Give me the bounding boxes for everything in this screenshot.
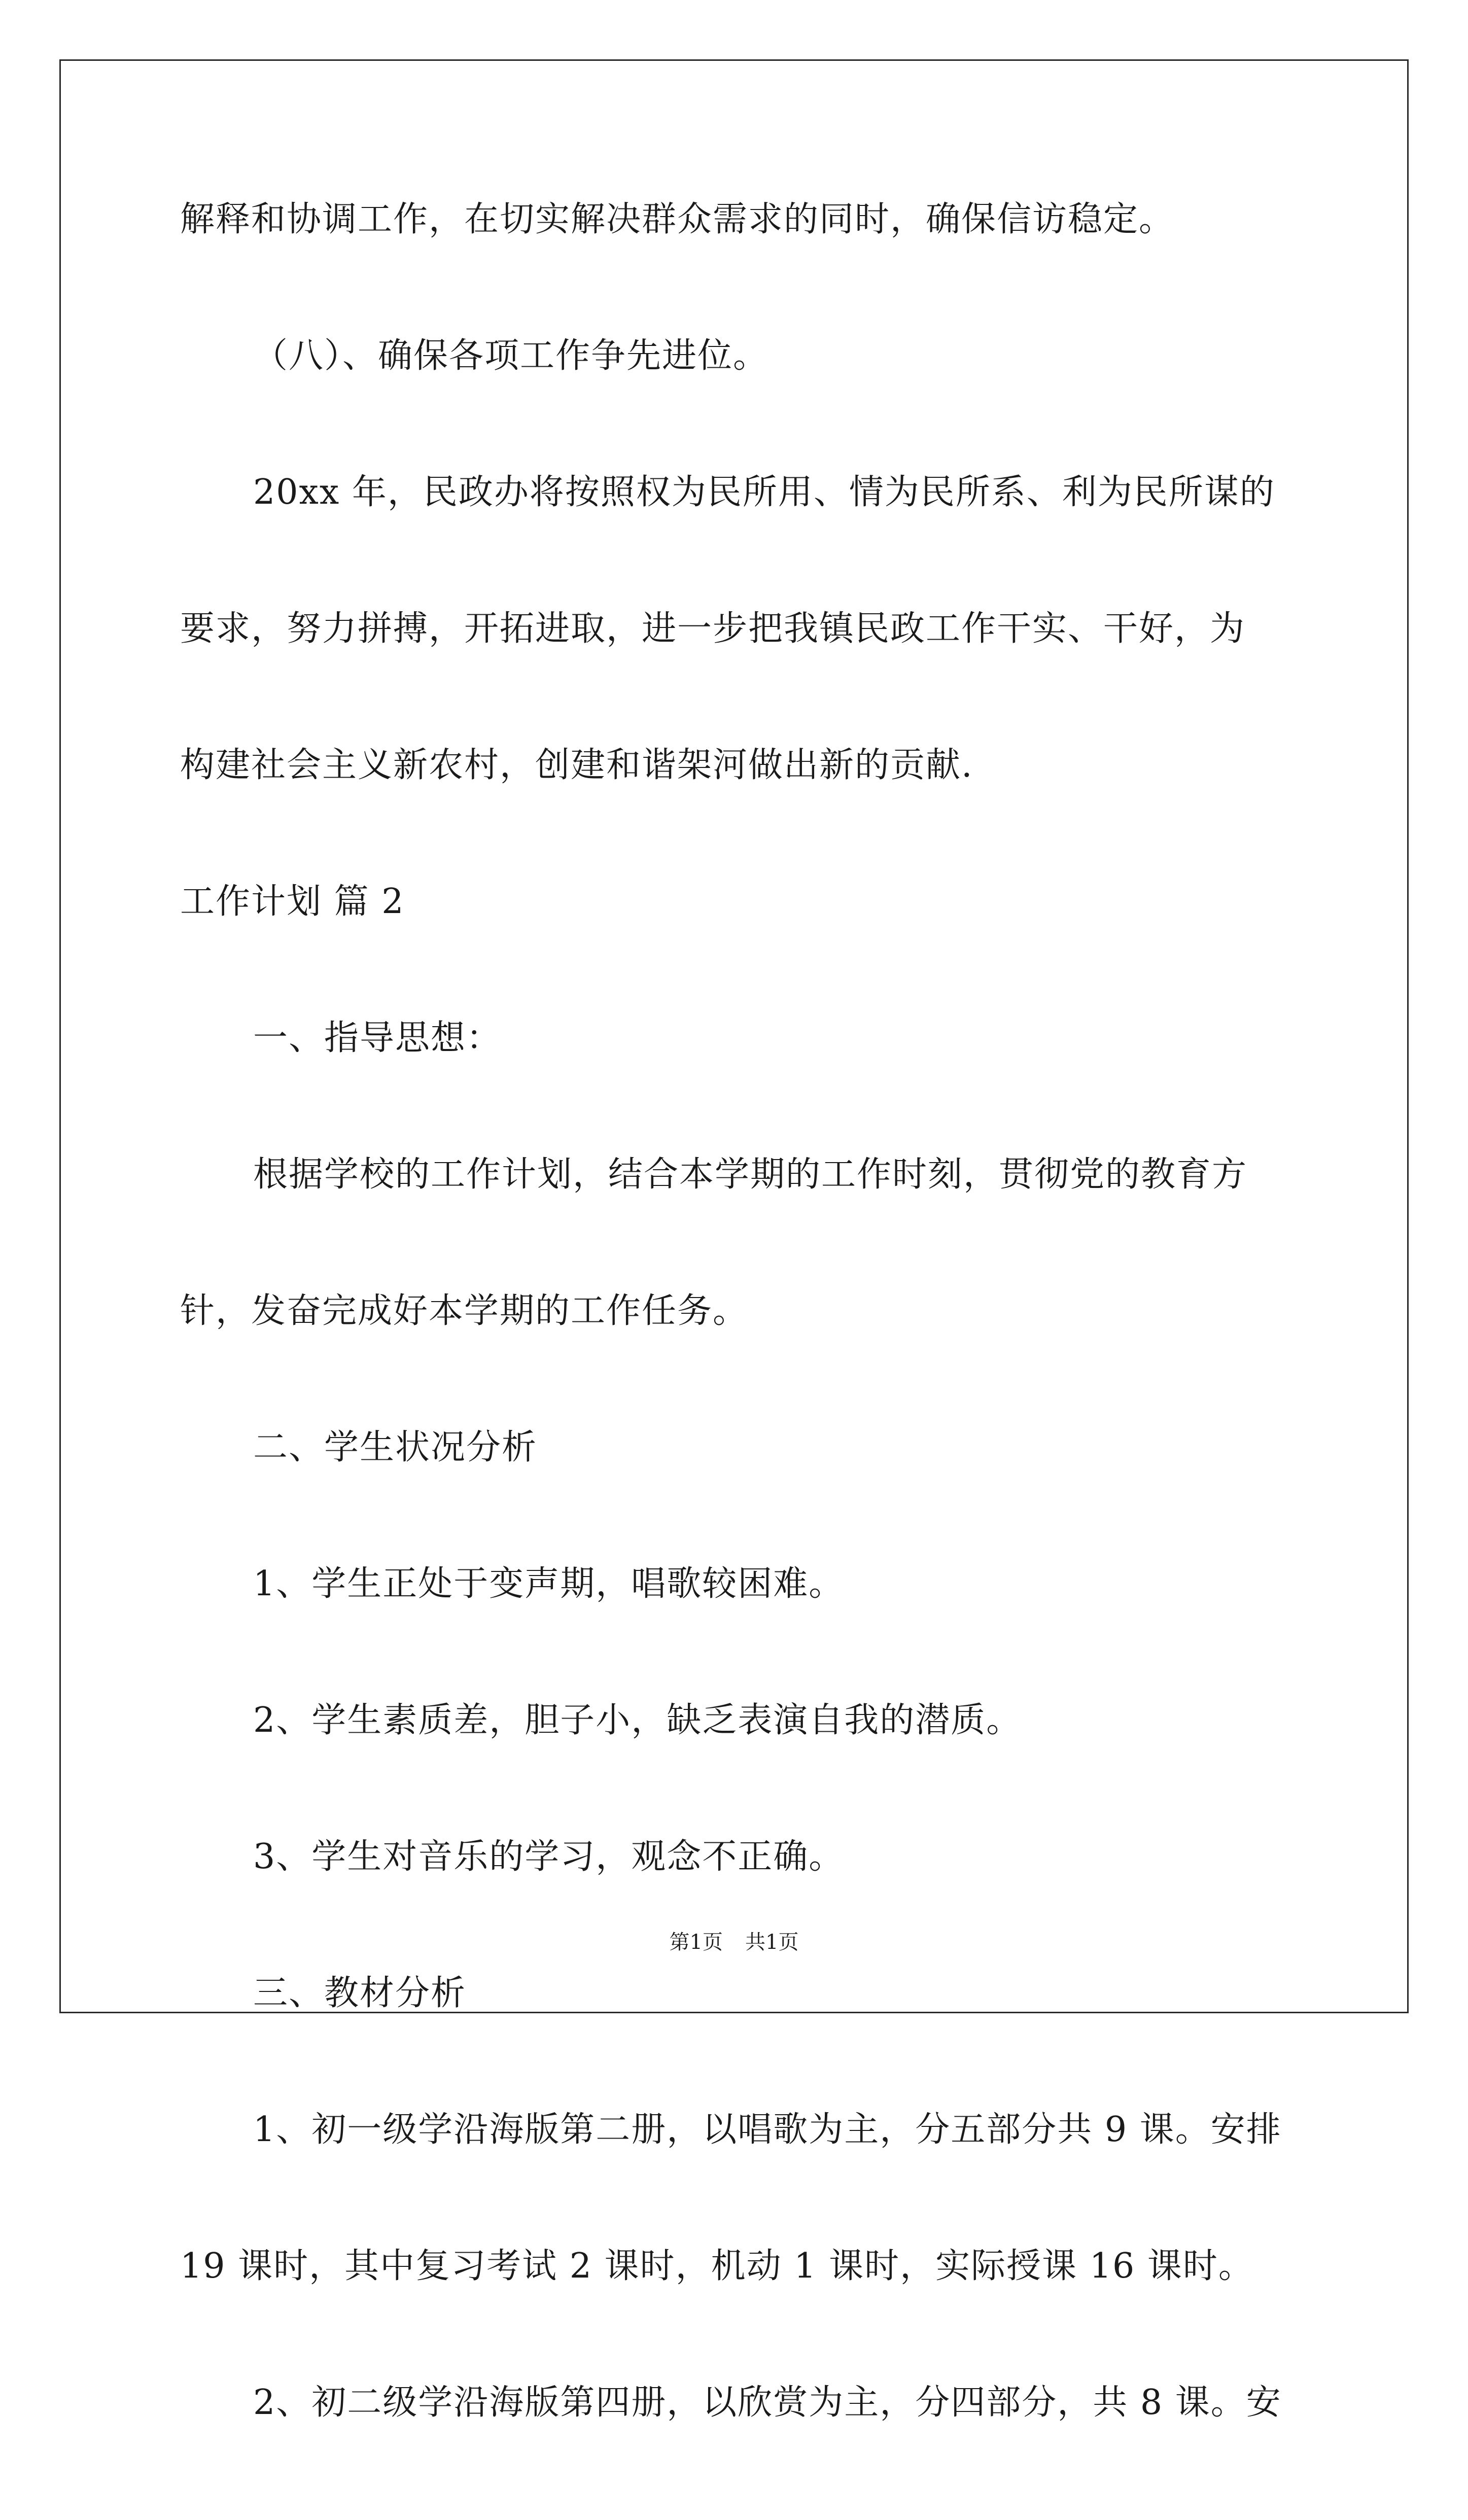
paragraph-line: 要求，努力拼搏，开拓进取，进一步把我镇民政工作干实、干好，为 xyxy=(180,609,1246,649)
paragraph-line: 根据学校的工作计划，结合本学期的工作时刻，贯彻党的教育方 xyxy=(253,1154,1248,1195)
document-body xyxy=(180,200,1296,2520)
paragraph-line: 3、学生对音乐的学习，观念不正确。 xyxy=(253,1837,845,1877)
paragraph-line: 19 课时，其中复习考试 2 课时，机动 1 课时，实际授课 16 课时。 xyxy=(180,2246,1254,2286)
section-heading: 工作计划 篇 2 xyxy=(180,882,405,922)
paragraph-line: 1、初一级学沿海版第二册，以唱歌为主，分五部分共 9 课。安排 xyxy=(253,2110,1282,2150)
page-footer xyxy=(0,1931,1468,1953)
paragraph-line: 构建社会主义新农村，创建和谐架河做出新的贡献. xyxy=(180,745,973,785)
page-number-current: 第1页 xyxy=(669,1931,723,1954)
paragraph-line: 20xx 年，民政办将按照权为民所用、情为民所系、利为民所谋的 xyxy=(253,472,1275,512)
paragraph-line: 2、学生素质差，胆子小，缺乏表演自我的潜质。 xyxy=(253,1700,1022,1740)
paragraph-line: 二、学生状况分析 xyxy=(253,1427,538,1467)
paragraph-line: 2、初二级学沿海版第四册，以欣赏为主，分四部分，共 8 课。安 xyxy=(253,2383,1282,2423)
paragraph-line: 1、学生正处于变声期，唱歌较困难。 xyxy=(253,1564,845,1604)
paragraph-line: 针，发奋完成好本学期的工作任务。 xyxy=(180,1291,749,1331)
paragraph-line: 一、指导思想： xyxy=(253,1018,502,1058)
paragraph-line: 三、教材分析 xyxy=(253,1973,467,2013)
page-number-total: 共1页 xyxy=(745,1931,799,1954)
paragraph-line: 解释和协调工作，在切实解决群众需求的同时，确保信访稳定。 xyxy=(180,199,1175,239)
paragraph-line: （八）、确保各项工作争先进位。 xyxy=(253,336,769,376)
